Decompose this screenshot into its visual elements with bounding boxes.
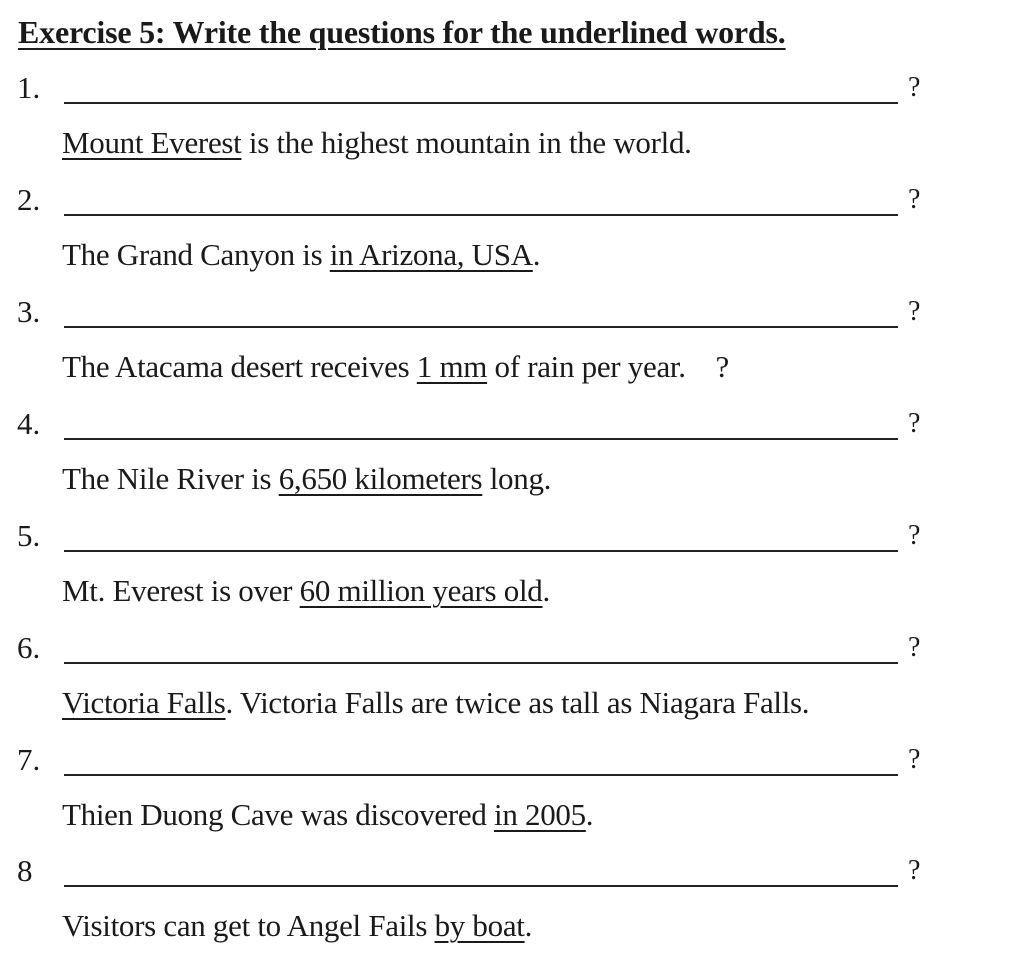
question-number: 5. — [17, 518, 41, 553]
underlined-words: 1 mm — [416, 349, 488, 384]
sentence-text-after: . — [542, 573, 550, 608]
answer-blank[interactable] — [64, 438, 898, 440]
sentence-text-after: long. — [482, 461, 552, 496]
answer-sentence — [62, 683, 809, 723]
question-item-2 — [0, 182, 1024, 294]
underlined-words: 60 million years old — [299, 573, 543, 608]
sentence-text-before: The Nile River is — [62, 461, 279, 496]
answer-blank[interactable] — [64, 102, 898, 104]
question-mark: ? — [908, 632, 921, 663]
underlined-words: Mount Everest — [62, 125, 242, 160]
question-item-7 — [0, 742, 1024, 854]
question-number: 2. — [17, 182, 41, 217]
answer-sentence — [62, 795, 593, 835]
question-number: 7. — [17, 742, 41, 777]
question-mark: ? — [908, 744, 921, 775]
question-mark: ? — [908, 72, 921, 103]
question-item-6 — [0, 630, 1024, 742]
question-number: 3. — [17, 294, 41, 329]
question-mark: ? — [908, 855, 921, 886]
sentence-text-after: . — [585, 797, 594, 832]
answer-sentence — [62, 235, 540, 275]
underlined-words: 6,650 kilometers — [278, 461, 483, 496]
answer-sentence — [62, 906, 532, 946]
question-mark: ? — [908, 184, 921, 215]
answer-sentence — [62, 571, 550, 611]
question-mark: ? — [908, 296, 921, 327]
answer-blank[interactable] — [64, 885, 898, 887]
sentence-text-after: . — [532, 237, 541, 272]
question-number: 1. — [17, 70, 41, 105]
question-number: 8 — [17, 853, 33, 888]
answer-blank[interactable] — [64, 214, 898, 216]
sentence-text-after: . Victoria Falls are twice as tall as Niagara Falls. — [225, 685, 810, 720]
sentence-text-before: The Grand Canyon is — [62, 237, 330, 272]
answer-blank[interactable] — [64, 550, 898, 552]
question-mark: ? — [908, 520, 921, 551]
underlined-words: Victoria Falls — [62, 685, 226, 720]
sentence-text-after: is the highest mountain in the world. — [241, 125, 692, 160]
sentence-text-before: Visitors can get to Angel Fails — [62, 908, 435, 943]
question-number: 6. — [17, 630, 41, 665]
question-item-5 — [0, 518, 1024, 630]
answer-sentence — [62, 459, 551, 499]
question-number: 4. — [17, 406, 41, 441]
sentence-text-before: Thien Duong Cave was discovered — [62, 797, 495, 832]
question-item-8 — [0, 853, 1024, 965]
underlined-words: in 2005 — [494, 797, 586, 832]
answer-sentence — [62, 347, 729, 387]
underlined-words: by boat — [434, 908, 525, 943]
underlined-words: in Arizona, USA — [329, 237, 533, 272]
question-mark: ? — [908, 408, 921, 439]
question-item-4 — [0, 406, 1024, 518]
sentence-text-before: The Atacama desert receives — [62, 349, 417, 384]
question-item-3 — [0, 294, 1024, 406]
sentence-text-after: . — [524, 908, 533, 943]
question-item-1 — [0, 70, 1024, 182]
sentence-text-before: Mt. Everest is over — [62, 573, 300, 608]
exercise-title: Exercise 5: Write the questions for the underlined words. — [18, 14, 786, 50]
answer-blank[interactable] — [64, 774, 898, 776]
answer-blank[interactable] — [64, 326, 898, 328]
sentence-text-after: of rain per year. ? — [487, 349, 729, 384]
answer-blank[interactable] — [64, 662, 898, 664]
answer-sentence — [62, 123, 692, 163]
